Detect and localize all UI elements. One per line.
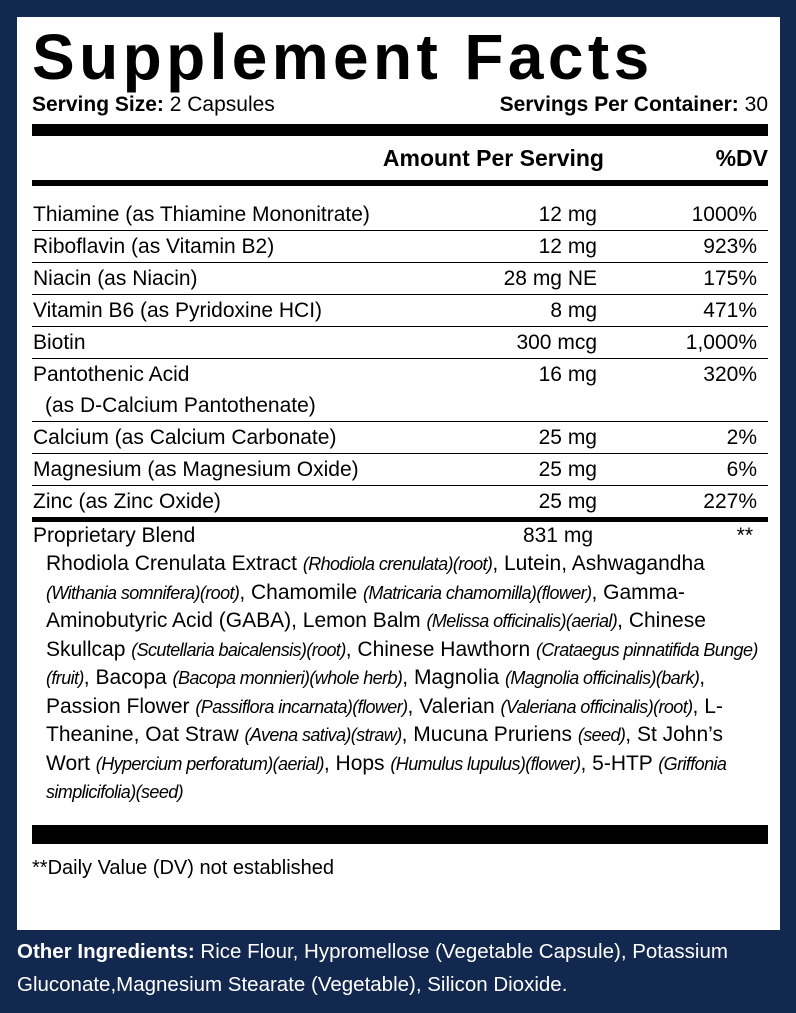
blend-ingredient-name: 5-HTP	[592, 751, 653, 775]
blend-ingredient-name: L-Theanine	[46, 694, 723, 746]
proprietary-blend-row	[32, 522, 768, 550]
nutrient-amount: 8 mg	[550, 299, 597, 322]
blend-amount: 831 mg	[522, 524, 593, 547]
blend-ingredient	[46, 695, 419, 718]
blend-ingredient-source: (Humulus lupulus)(flower)	[390, 753, 581, 774]
blend-dv: **	[736, 524, 753, 547]
other-ingredients-text: Rice Flour, Hypromellose (Vegetable Capsule), Potassium Gluconate,Magnesium Stearate (Vegetable), Silicon Dioxide.	[17, 940, 728, 996]
amount-per-serving-header: Amount Per Serving	[382, 144, 604, 171]
blend-separator: ,	[402, 666, 414, 689]
blend-ingredient-source: (Rhodiola crenulata)(root)	[302, 554, 493, 574]
blend-ingredient	[95, 666, 413, 689]
blend-ingredient-name: Magnolia	[413, 666, 500, 689]
divider-thick	[32, 124, 768, 136]
blend-separator: ,	[617, 609, 629, 632]
nutrient-amount: 25 mg	[538, 490, 597, 513]
divider-bottom	[32, 825, 768, 844]
nutrient-name: Zinc (as Zinc Oxide)	[33, 490, 221, 513]
blend-separator: ,	[692, 694, 705, 718]
supplement-facts-panel	[17, 17, 780, 930]
nutrient-name: Thiamine (as Thiamine Mononitrate)	[33, 203, 370, 226]
blend-ingredients	[32, 550, 768, 807]
blend-ingredient-name: Chamomile	[250, 580, 358, 604]
divider-medium	[32, 180, 768, 186]
blend-ingredient-name: Rhodiola Crenulata Extract	[46, 552, 297, 575]
dv-footnote: **Daily Value (DV) not established	[32, 856, 335, 879]
nutrient-dv: 1,000%	[685, 331, 757, 354]
blend-ingredient-source: (Bacopa monnieri)(whole herb)	[172, 668, 403, 688]
blend-separator: ,	[580, 751, 593, 775]
blend-ingredient-source: (seed)	[577, 725, 626, 745]
blend-separator: ,	[133, 723, 146, 746]
nutrient-dv: 2%	[726, 426, 757, 449]
blend-separator: ,	[239, 580, 251, 604]
blend-ingredient-name: Bacopa	[95, 666, 167, 689]
blend-ingredient-source: (Scutellaria baicalensis)(root)	[131, 639, 346, 660]
serving-size-label: Serving Size:	[32, 93, 164, 116]
blend-separator: ,	[323, 751, 336, 775]
blend-ingredient-source: (Griffonia simplicifolia)(seed)	[46, 753, 727, 802]
nutrient-row	[32, 263, 768, 295]
blend-ingredient-name: Lutein	[503, 552, 562, 575]
blend-separator: ,	[345, 637, 358, 661]
blend-ingredient-name: Valerian	[419, 694, 495, 718]
nutrient-dv: 471%	[703, 299, 757, 322]
nutrient-row	[32, 231, 768, 263]
nutrient-dv: 175%	[703, 267, 757, 290]
blend-ingredient	[303, 609, 629, 632]
blend-ingredient	[46, 552, 504, 575]
serving-size	[32, 93, 275, 117]
serving-info	[32, 93, 768, 117]
blend-ingredient	[414, 666, 705, 689]
blend-separator: ,	[291, 609, 303, 632]
nutrient-amount: 16 mg	[538, 363, 597, 386]
other-ingredients	[17, 935, 787, 1001]
nutrient-row	[32, 359, 768, 422]
servings-per-container-label: Servings Per Container:	[499, 93, 739, 116]
nutrient-name-line1: Pantothenic Acid	[33, 363, 190, 386]
blend-ingredient-source: (Hypercium perforatum)(aerial)	[95, 753, 324, 774]
servings-per-container	[500, 93, 768, 117]
panel-title: Supplement Facts	[32, 21, 654, 93]
blend-ingredient-source: (Matricaria chamomilla)(flower)	[363, 582, 592, 603]
blend-ingredient-name: Hops	[335, 751, 385, 775]
nutrient-row	[32, 327, 768, 359]
blend-ingredient-name: Passion Flower	[46, 694, 190, 718]
nutrient-amount: 300 mcg	[516, 331, 597, 354]
nutrient-amount: 12 mg	[538, 235, 597, 258]
nutrient-name: Calcium (as Calcium Carbonate)	[33, 426, 337, 449]
serving-size-value: 2 Capsules	[169, 93, 275, 116]
blend-ingredient-name: Oat Straw	[145, 723, 239, 746]
nutrient-table	[32, 199, 768, 517]
nutrient-row	[32, 422, 768, 454]
blend-ingredient-source: (Melissa officinalis)(aerial)	[426, 611, 618, 631]
blend-ingredient	[419, 695, 704, 718]
dv-header: %DV	[715, 144, 768, 171]
nutrient-name: Riboflavin (as Vitamin B2)	[33, 235, 275, 258]
nutrient-row	[32, 486, 768, 517]
nutrient-row	[32, 199, 768, 231]
blend-name: Proprietary Blend	[33, 524, 196, 547]
other-ingredients-label: Other Ingredients:	[17, 940, 195, 963]
blend-ingredient-source: (Withania somnifera)(root)	[46, 582, 240, 603]
blend-separator: ,	[625, 723, 637, 746]
blend-separator: ,	[591, 580, 604, 604]
nutrient-name: Niacin (as Niacin)	[33, 267, 198, 290]
blend-separator: ,	[407, 694, 420, 718]
blend-ingredient-name: Ashwagandha	[571, 552, 705, 575]
blend-ingredient-source: (Crataegus pinnatifida Bunge)(fruit)	[46, 639, 758, 688]
nutrient-name: Biotin	[33, 331, 86, 354]
blend-ingredient	[413, 723, 637, 746]
nutrient-dv: 320%	[703, 363, 757, 386]
blend-ingredient-name: Chinese Skullcap	[46, 609, 706, 661]
blend-ingredient-name: Lemon Balm	[302, 609, 421, 632]
nutrient-name	[32, 359, 437, 421]
blend-ingredient	[251, 581, 603, 604]
nutrient-amount: 25 mg	[538, 426, 597, 449]
blend-separator: ,	[699, 666, 706, 689]
blend-ingredient	[336, 752, 593, 775]
blend-separator: ,	[401, 723, 414, 746]
blend-ingredient-name: Gamma-Aminobutyric Acid (GABA)	[46, 580, 685, 632]
blend-separator: ,	[83, 666, 96, 689]
blend-ingredient	[504, 552, 572, 575]
blend-ingredient-name: Mucuna Pruriens	[413, 723, 573, 746]
blend-ingredient-source: (Passiflora incarnata)(flower)	[195, 696, 408, 717]
blend-ingredient-source: (Magnolia officinalis)(bark)	[505, 668, 700, 688]
blend-separator: ,	[492, 552, 504, 575]
nutrient-dv: 227%	[703, 490, 757, 513]
servings-per-container-value: 30	[744, 93, 768, 116]
nutrient-dv: 923%	[703, 235, 757, 258]
nutrient-dv: 1000%	[691, 203, 757, 226]
nutrient-row	[32, 454, 768, 486]
blend-separator: ,	[561, 552, 572, 575]
blend-ingredient-name: Chinese Hawthorn	[357, 637, 531, 661]
nutrient-amount: 25 mg	[538, 458, 597, 481]
blend-ingredient-source: (Avena sativa)(straw)	[244, 725, 402, 745]
blend-ingredient-name: St John’s Wort	[46, 723, 723, 775]
nutrient-dv: 6%	[726, 458, 757, 481]
blend-ingredient	[145, 723, 413, 746]
blend-ingredient-source: (Valeriana officinalis)(root)	[500, 696, 693, 717]
nutrient-name: Vitamin B6 (as Pyridoxine HCI)	[33, 299, 323, 322]
nutrient-amount: 12 mg	[538, 203, 597, 226]
nutrient-row	[32, 295, 768, 327]
nutrient-amount: 28 mg NE	[503, 267, 597, 290]
nutrient-name-line2: (as D-Calcium Pantothenate)	[45, 394, 316, 417]
nutrient-name: Magnesium (as Magnesium Oxide)	[33, 458, 359, 481]
column-header	[32, 136, 768, 180]
